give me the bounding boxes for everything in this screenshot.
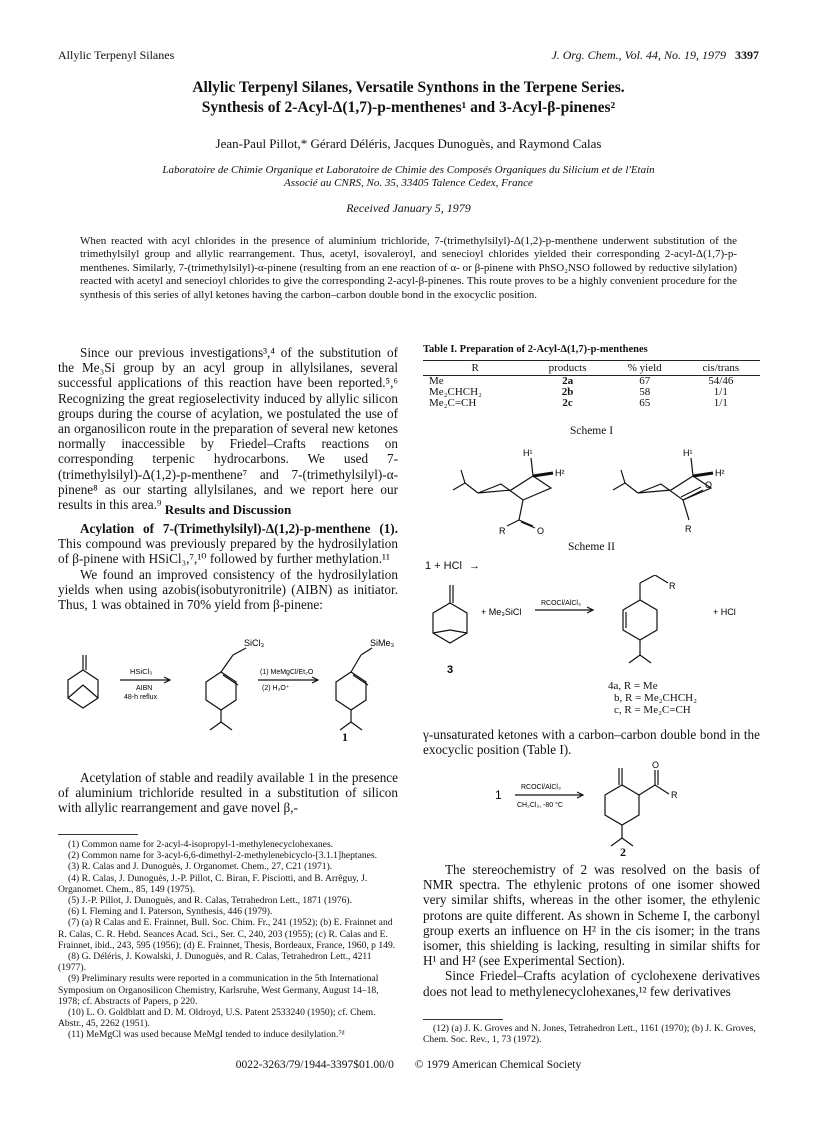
h2-label: H² bbox=[555, 468, 565, 478]
table-cell: 58 bbox=[639, 386, 651, 398]
left-column-intro bbox=[58, 345, 398, 512]
paper-title-line1: Allylic Terpenyl Silanes, Versatile Synthons in the Terpene Series. bbox=[192, 79, 625, 96]
affiliation-line2: Associé au CNRS, No. 35, 33405 Talence Cedex, France bbox=[284, 177, 533, 189]
scheme-2-reactants bbox=[425, 560, 480, 572]
footnote: (11) MeMgCl was used because MeMgI tended to induce desilylation.⁷ᵈ bbox=[68, 1029, 345, 1041]
paper-title-line2: Synthesis of 2-Acyl-Δ(1,7)-p-menthenes¹ and 3-Acyl-β-pinenes² bbox=[201, 99, 616, 116]
table-cell: 1/1 bbox=[713, 386, 728, 398]
reagent-hsicl3: HSiCl₃ bbox=[130, 667, 153, 676]
section-heading: Results and Discussion bbox=[164, 502, 292, 517]
label-4b: b, R = Me₂CHCH₂ bbox=[614, 692, 697, 704]
me3sicl-label: + Me₃SiCl bbox=[481, 607, 522, 617]
intro-paragraph: Since our previous investigations³,⁴ of the substitution of the Me₃Si group by an acyl group in allylsilanes, several successful applications of this reaction have been reported.⁵,⁶ Recognizing the great regioselectivity induced by allylic silicon groups during the course of acylation, we postulated the use of an organosilicon route in the preparation of several new ketones normally inaccessible by Friedel–Crafts reactions on corresponding terpenic hydrocarbons. We used 7-(trimethylsilyl)-Δ(1,2)-p-menthene⁷ and 7-(trimethylsilyl)-α-pinene⁸ as our starting allylsilanes, and we report here our results in this area.⁹ bbox=[58, 345, 398, 513]
scheme-1-title: Scheme I bbox=[569, 425, 614, 437]
table-cell: 65 bbox=[639, 397, 651, 409]
subsection-text: This compound was previously prepared by the hydrosilylation of β-pinene with HSiCl₃,⁷,¹⁰ followed by further methylation.¹¹ bbox=[58, 536, 398, 567]
h1-label: H¹ bbox=[683, 448, 693, 458]
r-label: R bbox=[669, 581, 676, 591]
footnote: (9) Preliminary results were reported in a communication in the 5th International Symposium on Organosilicon Chemistry, Karlsruhe, West Germany, August 14–18, 1978; cf. Abstracts of Papers, p 220. bbox=[58, 973, 379, 1007]
footnote: (12) (a) J. K. Groves and N. Jones, Tetrahedron Lett., 1161 (1970); (b) J. K. Groves, Chem. Soc. Rev., 1, 73 (1972). bbox=[423, 1023, 756, 1046]
table-1 bbox=[423, 360, 760, 409]
footnote: (2) Common name for 3-acyl-6,6-dimethyl-2-methylenebicyclo-[3.1.1]heptanes. bbox=[68, 850, 378, 862]
table-cell: 2b bbox=[561, 386, 574, 398]
footnote-12 bbox=[423, 1023, 760, 1045]
authors: Jean-Paul Pillot,* Gérard Déléris, Jacques Dunoguès, and Raymond Calas bbox=[215, 136, 602, 151]
o-label: O bbox=[537, 526, 545, 536]
o-label: O bbox=[705, 480, 713, 490]
table-cell: 67 bbox=[639, 375, 651, 387]
compound-3-ring bbox=[433, 603, 467, 643]
table-header: cis/trans bbox=[702, 362, 740, 374]
running-header-left: Allylic Terpenyl Silanes bbox=[58, 48, 175, 62]
hydrosilylation-scheme bbox=[58, 630, 398, 740]
left-column-acetylation bbox=[58, 770, 398, 816]
journal-citation: J. Org. Chem., Vol. 44, No. 19, 1979 bbox=[551, 48, 726, 62]
acetylation-paragraph: Acetylation of stable and readily available 1 in the presence of aluminium trichloride resulted in a substitution of silicon with allylic rearrangement and gave novel β,- bbox=[58, 770, 398, 816]
acylation-scheme bbox=[423, 760, 760, 855]
reagent-label: RCOCl/AlCl₃ bbox=[541, 600, 581, 607]
table-header: R bbox=[471, 362, 479, 374]
page-number: 3397 bbox=[735, 48, 759, 62]
table-header: products bbox=[548, 362, 587, 374]
right-column-p1 bbox=[423, 727, 760, 757]
reagent-reflux: 48-h reflux bbox=[124, 694, 158, 701]
footnote: (4) R. Calas, J. Dunoguès, J.-P. Pillot, C. Biran, F. Pisciotti, and B. Arrêguy, J. Organomet. Chem., 85, 149 (1975). bbox=[58, 872, 368, 895]
table-cell: Me₂C=CH bbox=[429, 397, 477, 409]
label-4a: 4a, R = Me bbox=[608, 680, 658, 692]
sime3-label: SiMe₃ bbox=[370, 638, 395, 648]
running-header-right bbox=[551, 48, 759, 63]
compound-4-ring bbox=[623, 600, 657, 640]
footnote: (7) (a) R Calas and E. Frainnet, Bull. Soc. Chim. Fr., 241 (1952); (b) E. Frainnet and R. Calas, C. R. Hebd. Seances Acad. Sci., Ser. C, 240, 203 (1955); (c) R. Calas and E. Frainnet, ibid., 243, 595 (1956); (d) E. Frainnet, Thesis, Bordeaux, France, 1960, p 149. bbox=[58, 917, 396, 951]
compound-2-label: 2 bbox=[620, 845, 626, 859]
footnote: (8) G. Déléris, J. Kowalski, J. Dunoguès, and R. Calas, Tetrahedron Lett., 4211 (1977). bbox=[58, 951, 372, 974]
reagent-aibn: AIBN bbox=[136, 685, 153, 692]
hcl-label: + HCl bbox=[713, 607, 736, 617]
product-1-ring bbox=[336, 672, 366, 710]
compound-1-ref: 1 bbox=[495, 788, 502, 802]
copyright: © 1979 American Chemical Society bbox=[414, 1059, 582, 1071]
silyl-intermediate-ring bbox=[206, 672, 236, 710]
footnote: (5) J.-P. Pillot, J. Dunoguès, and R. Calas, Tetrahedron Lett., 1871 (1976). bbox=[68, 895, 352, 907]
footnote: (3) R. Calas and J. Dunoguès, J. Organomet. Chem., 27, C21 (1971). bbox=[68, 861, 333, 873]
table-cell: Me bbox=[429, 375, 444, 387]
scheme-2-title: Scheme II bbox=[568, 541, 615, 553]
compound-2-ring bbox=[605, 785, 639, 825]
reagent-memgcl: (1) MeMgCl/Et₂O bbox=[260, 669, 314, 676]
footnote: (10) L. O. Goldblatt and D. M. Oldroyd, U.S. Patent 2533240 (1950); cf. Chem. Abstr., 45, 2262 (1951). bbox=[58, 1007, 376, 1030]
label-4c: c, R = Me₂C=CH bbox=[614, 704, 691, 716]
footnote: (6) I. Fleming and I. Paterson, Synthesis, 446 (1979). bbox=[68, 906, 273, 918]
footnote-rule-right bbox=[423, 1019, 503, 1020]
table-cell: 54/46 bbox=[708, 375, 734, 387]
subsection-heading: Acylation of 7-(Trimethylsilyl)-Δ(1,2)-p-menthene (1). bbox=[80, 521, 398, 536]
stereochemistry-paragraph: The stereochemistry of 2 was resolved on the basis of NMR spectra. The ethylenic protons of one isomer showed very similar shifts, whereas in the other isomer, the ethylenic protons are quite different. As shown in Scheme I, the carbonyl group exerts an influence on H² in the cis isomer; in the trans isomer, this shielding is lacking, resulting in similar shifts for H¹ and H² (see Experimental Section). bbox=[423, 862, 760, 969]
abstract: When reacted with acyl chlorides in the presence of aluminium trichloride, 7-(trimethylsilyl)-Δ(1,2)-p-menthene underwent substitution of the trimethylsilyl group and allylic rearrangement. Thus, acetyl, isovaleroyl, and senecioyl chlorides yielded their corresponding 2-acyl-Δ(1,7)-p-menthenes. Similarly, 7-(trimethylsilyl)-α-pinene (resulting from an ene reaction of α- or β-pinene with PhSO₂NSO followed by reductive silylation) reacted with acetyl and senecioyl chlorides to give the corresponding 2-acyl-β-pinenes. This route proves to be a highly convenient procedure for the synthesis of this series of allyl ketones having the carbon–carbon double bond in the exocyclic position. bbox=[80, 235, 737, 301]
reagent-top: RCOCl/AlCl₃ bbox=[521, 784, 561, 791]
page-footer bbox=[0, 1059, 817, 1071]
affiliation bbox=[60, 164, 757, 190]
reagent-bottom: CH₂Cl₂, -80 °C bbox=[517, 802, 563, 809]
aibn-paragraph: We found an improved consistency of the hydrosilylation yields when using azobis(isobutyronitrile) (AIBN) as initiator. Thus, 1 was obtained in 70% yield from β-pinene: bbox=[58, 566, 398, 613]
article-code: 0022-3263/79/1944-3397$01.00/0 bbox=[235, 1059, 394, 1071]
affiliation-line1: Laboratoire de Chimie Organique et Laboratoire de Chimie des Composés Organiques du Silicium et de l'Etain bbox=[162, 164, 655, 176]
sicl3-label: SiCl₃ bbox=[244, 638, 265, 648]
footnote-rule bbox=[58, 834, 138, 835]
right-column-stereo bbox=[423, 862, 760, 999]
footnote: (1) Common name for 2-acyl-4-isopropyl-1-methylenecyclohexanes. bbox=[68, 839, 334, 850]
compound-4-labels bbox=[608, 680, 697, 716]
table-cell: 2a bbox=[562, 375, 574, 387]
pinene-ring bbox=[68, 670, 98, 708]
r-label: R bbox=[671, 790, 678, 800]
scheme-1-structures bbox=[423, 438, 760, 538]
r-label: R bbox=[685, 524, 692, 534]
reagent-h3o: (2) H₃O⁺ bbox=[262, 685, 290, 692]
compound-3-label: 3 bbox=[447, 664, 454, 676]
friedel-crafts-paragraph: Since Friedel–Crafts acylation of cyclohexene derivatives does not lead to methylenecyclohexanes,¹² few derivatives bbox=[423, 968, 760, 999]
table-1-caption: Table I. Preparation of 2-Acyl-Δ(1,7)-p-menthenes bbox=[423, 344, 648, 355]
compound-1-label: 1 bbox=[342, 730, 348, 744]
left-column-results bbox=[58, 521, 398, 612]
r-label: R bbox=[499, 526, 506, 536]
table-cell: 1/1 bbox=[713, 397, 728, 409]
h2-label: H² bbox=[715, 468, 725, 478]
o-label: O bbox=[652, 760, 660, 770]
arrow-icon: → bbox=[469, 560, 481, 572]
received-date: Received January 5, 1979 bbox=[346, 201, 471, 215]
scheme-2-structures bbox=[423, 575, 760, 695]
table-row bbox=[423, 398, 760, 409]
table-header: % yield bbox=[627, 362, 662, 374]
table-cell: Me₂CHCH₂ bbox=[429, 386, 482, 398]
table-cell: 2c bbox=[562, 397, 573, 409]
h1-label: H¹ bbox=[523, 448, 533, 458]
scheme-2-line1: 1 + HCl bbox=[425, 560, 462, 572]
footnotes bbox=[58, 839, 398, 1041]
gamma-unsaturated-paragraph: γ-unsaturated ketones with a carbon–carbon double bond in the exocyclic position (Table I). bbox=[423, 727, 760, 758]
